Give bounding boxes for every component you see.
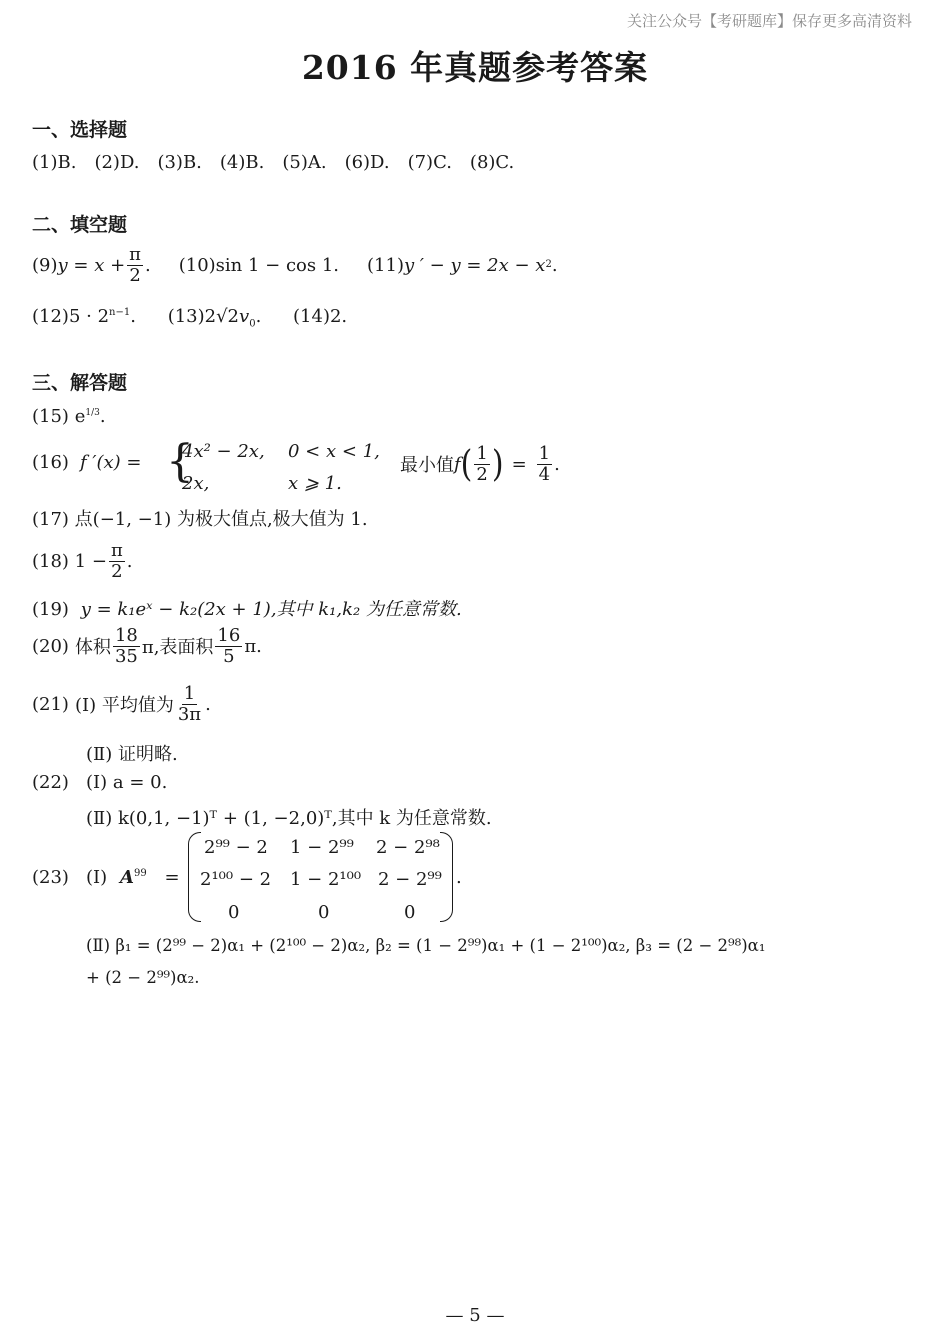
q18-denominator: 2 [111,560,123,582]
section-heading-choice: 一、选择题 [32,119,128,141]
q16-case1-expr: 4x² − 2x, [182,441,265,462]
q23-cell: 2 − 2⁹⁹ [378,869,442,890]
q23-label: (23) [32,867,69,888]
q21-part1: (Ⅰ) 平均值为 [74,695,174,717]
q16-equals: = [511,453,527,475]
q23-matrix-row [200,869,442,890]
q13-variable: v [239,306,250,327]
q16-period: . [554,453,560,475]
watermark: 关注公众号【考研题库】保存更多高清资料 [626,12,912,30]
q20-surface-den: 5 [223,645,235,667]
q13-subscript: 0 [249,318,256,330]
q21-denominator: 3π [177,703,202,725]
q16-arg-fraction [474,444,489,485]
q15-period: . [99,406,106,427]
q11-label: (11) [367,254,404,276]
q16-val-num: 1 [538,443,551,464]
q18-fraction [109,541,125,582]
q16-min-text: 最小值 [400,455,454,477]
q20-surface-fraction [215,626,242,667]
q23-matrix-row [228,902,424,923]
q22-label: (22) [32,772,69,793]
q16-case1-cond: 0 < x < 1, [288,441,380,462]
q20-label: (20) [32,635,69,657]
q18-period: . [126,550,133,572]
q17-answer: (17) 点(−1, −1) 为极大值点,极大值为 1. [32,509,368,530]
q9-label: (9) [32,254,58,276]
q16-label: (16) [32,452,69,473]
section-heading-solutions: 三、解答题 [32,372,128,394]
q23-part2-line2: + (2 − 2⁹⁹)α₂. [86,968,200,987]
q16-arg-den: 2 [476,463,488,485]
q20-end: π. [244,635,262,657]
q20-surface-text: π,表面积 [141,637,214,659]
q16-minimum [400,444,560,485]
q10-answer: (10)sin 1 − cos 1. [178,254,340,276]
q20-volume-text: 体积 [74,637,111,659]
q21-numerator: 1 [183,683,196,704]
q16-arg-num: 1 [476,443,488,464]
q20-volume-fraction [113,626,140,667]
q23-A: A [120,867,134,888]
q23-cell: 1 − 2⁹⁹ [290,837,354,858]
q16-val-den: 4 [538,463,551,485]
q23-part1-label: (Ⅰ) [86,867,108,888]
q15-label: (15) [32,406,69,427]
q23-cell: 0 [228,902,240,923]
q13-period: . [255,306,262,327]
q23-cell: 1 − 2¹⁰⁰ [290,869,362,890]
q15-base: e [74,406,86,427]
q18-expression: (18) 1 − [32,550,107,572]
q9-numerator: π [129,244,141,265]
choice-answers: (1)B. (2)D. (3)B. (4)B. (5)A. (6)D. (7)C. (8)C. [32,152,515,173]
q16-function: f ′(x) = [80,452,142,473]
q11-period: . [551,254,558,276]
q9-period: . [145,254,151,276]
q12-exponent: n−1 [109,307,131,318]
fill-line-2 [32,306,348,330]
q23-A-exponent: 99 [133,868,147,879]
q18-line [32,541,133,582]
q12-answer: (12)5 · 2 [32,306,110,327]
q14-answer: (14)2. [293,306,348,327]
q23-cell: 2 − 2⁹⁸ [376,837,440,858]
q22-part1: (Ⅰ) a = 0. [86,772,168,793]
q23-matrix-right-bracket [440,832,453,922]
q20-volume-den: 35 [114,645,138,667]
q15-exponent: 1/3 [85,408,100,418]
q22-part2: (Ⅱ) k(0,1, −1)ᵀ + (1, −2,0)ᵀ,其中 k 为任意常数. [86,808,492,829]
q20-volume-num: 18 [114,625,138,646]
q21-period: . [205,693,211,715]
section-heading-fill: 二、填空题 [32,214,128,236]
q23-matrix-name [120,867,180,888]
q21-fraction [176,684,203,725]
q16-left-paren: ( [460,443,473,486]
q16-right-paren: ) [491,443,504,486]
q16-val-fraction [537,444,552,485]
page-number: — 5 — [445,1305,505,1326]
q21-label: (21) [32,693,69,715]
q23-cell: 2¹⁰⁰ − 2 [200,869,272,890]
q16-case2-cond: x ⩾ 1. [288,473,342,494]
q23-cell: 0 [404,902,416,923]
q16-f: f [454,453,461,475]
q19-body: y = k₁eˣ − k₂(2x + 1),其中 k₁,k₂ 为任意常数. [80,599,462,620]
q19-label: (19) [32,599,69,620]
q15-line [32,406,106,427]
q23-part2-line1: (Ⅱ) β₁ = (2⁹⁹ − 2)α₁ + (2¹⁰⁰ − 2)α₂, β₂ = (1 − 2⁹⁹)α₁ + (1 − 2¹⁰⁰)α₂, β₃ = (2 − 2⁹⁸)α₁ [86,936,766,955]
fill-line-1: (9) y = x + $\frac{\pi}{2}$ . (10)sin 1 − cos 1. (11) y ′ − y = 2x − x 2 . [32,244,558,286]
q23-period: . [456,867,462,888]
q23-cell: 2⁹⁹ − 2 [204,837,268,858]
q11-expression: y ′ − y = 2x − x [403,254,546,276]
q9-denominator: 2 [129,264,141,286]
q23-equals: = [164,867,180,888]
q19-line [32,595,462,621]
q12-period: . [130,306,136,327]
q9-fraction [127,245,143,286]
q20-line [32,626,262,667]
q16-case2-expr: 2x, [182,473,210,494]
q13-answer: (13)2√2 [167,306,240,327]
q18-numerator: π [110,540,123,561]
q21-line-1 [32,684,211,725]
q16-brace: { [166,436,194,487]
q20-surface-num: 16 [217,625,241,646]
page-title: 2016 年真题参考答案 [301,48,649,87]
q9-expression: y = x + [57,254,126,276]
q23-cell: 0 [318,902,330,923]
q23-matrix-row [204,837,440,858]
q21-part2: (Ⅱ) 证明略. [86,744,178,765]
